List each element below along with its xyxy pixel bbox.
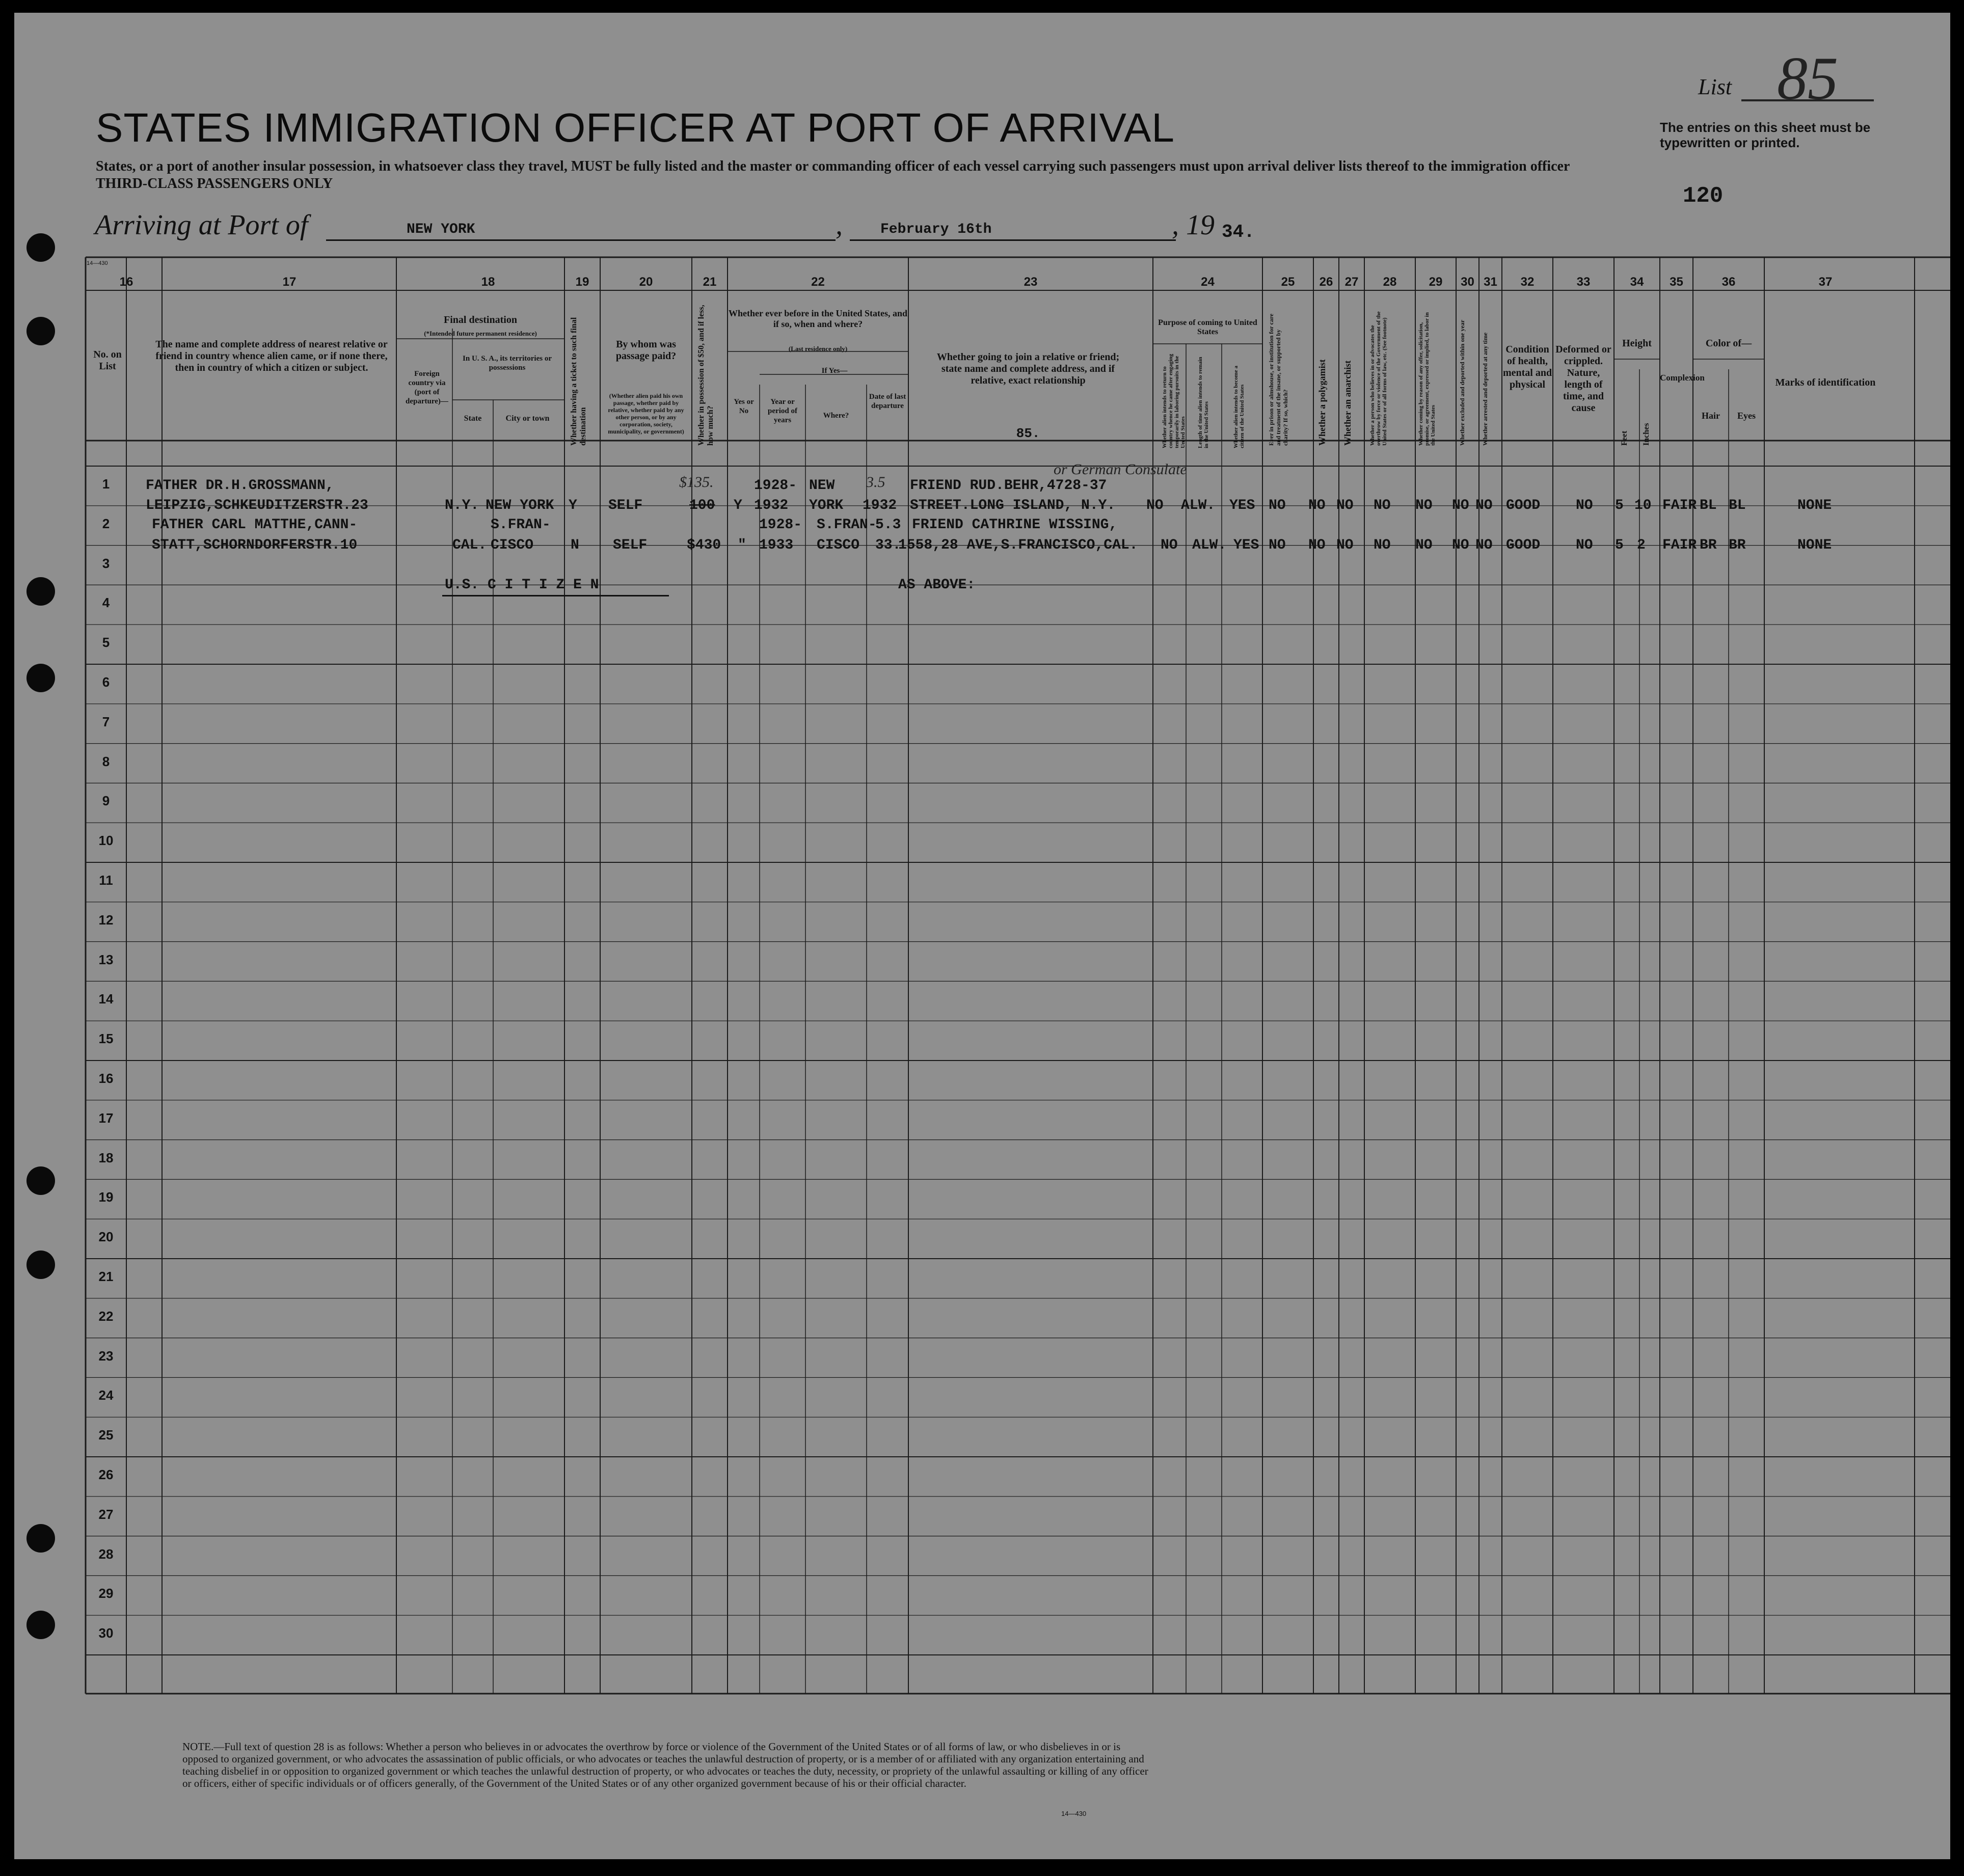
row-number: 22 <box>98 1308 114 1324</box>
row1-join-note: or German Consulate <box>1054 461 1187 478</box>
header-feet: Feet <box>1620 430 1629 446</box>
binder-hole <box>26 1524 55 1553</box>
header-no-on-list: No. on List <box>93 349 122 372</box>
row1-deformed: NO <box>1576 498 1593 513</box>
header-where: Where? <box>823 412 849 420</box>
row1-years-line2: 1932 <box>754 498 789 513</box>
header-if-yes: If Yes— <box>821 367 848 375</box>
colnum-26: 26 <box>1319 275 1333 289</box>
row2-anarchist: NO <box>1336 537 1354 553</box>
colnum-32: 32 <box>1520 275 1535 289</box>
row2-return: NO <box>1161 537 1178 553</box>
row-number: 19 <box>98 1189 114 1205</box>
header-q30: Whether excluded and deported within one year <box>1459 319 1466 446</box>
header-join: Whether going to join a relative or friend; state name and complete address, and if relative, exact relationship <box>936 351 1120 386</box>
row2-deformed: NO <box>1576 537 1593 553</box>
port-underline <box>326 239 836 241</box>
colnum-36: 36 <box>1721 275 1736 289</box>
row2-citizen: YES <box>1233 537 1259 553</box>
header-q31: Whether arrested and deported at any time <box>1482 332 1489 446</box>
header-city: City or town <box>505 414 550 423</box>
row-number: 6 <box>102 674 110 690</box>
row1-anarchist: NO <box>1336 498 1354 513</box>
row2-complexion: FAIR <box>1662 537 1697 553</box>
colnum-37: 37 <box>1818 275 1833 289</box>
colnum-28: 28 <box>1383 275 1397 289</box>
binder-hole <box>26 664 55 692</box>
row-number: 9 <box>102 793 110 809</box>
class-note: THIRD-CLASS PASSENGERS ONLY <box>96 176 333 192</box>
header-relative: The name and complete address of nearest relative or friend in country whence alien came, or if none there, then in country of which a citizen or subject. <box>155 339 388 373</box>
row1-join-line2: STREET.LONG ISLAND, N.Y. <box>910 498 1116 513</box>
row2-relative-line2: STATT,SCHORNDORFERSTR.10 <box>152 537 358 553</box>
row2-where-line2: CISCO <box>817 537 860 553</box>
row2-stay: ALW. <box>1192 537 1227 553</box>
header-hair: Hair <box>1702 411 1720 421</box>
header-purpose-return: Whether alien intends to return to country whence he came after engaging temporarily in laboring pursuits in the United States <box>1162 354 1186 448</box>
header-years: Year or period of years <box>768 398 797 424</box>
row1-relative-line1: FATHER DR.H.GROSSMANN, <box>146 478 334 494</box>
footnote: NOTE.—Full text of question 28 is as follows: Whether a person who believes in or advocates the overthrow by force or violence of the Government of the United States or of all forms of law, or who disbelieves in or is opposed to organized government, or who advocates the assassination of public officials, or who advocates or teaches the unlawful destruction of property, or is a member of or affiliated with any organization entertaining and teaching disbelief in or opposition to organized government or which teaches the unlawful destruction of property, or who advocates or teaches the duty, necessity, or propriety of the unlawful assaulting or killing of any officer or officers, either of specific individuals or of officers generally, of the Government of the United States or of any other organized government because of his or their official character. <box>182 1741 1148 1789</box>
row1-state: N.Y. <box>445 498 479 513</box>
row2-q29: NO <box>1415 537 1433 553</box>
list-label: List <box>1698 74 1732 99</box>
row-number: 1 <box>102 476 110 492</box>
row1-health: GOOD <box>1506 498 1541 513</box>
date-underline <box>850 239 1176 241</box>
binder-hole <box>26 577 55 606</box>
comma-2: , <box>1172 209 1179 241</box>
header-final-destination-sub: (*Intended future permanent residence) <box>424 330 537 337</box>
stamp-number: 120 <box>1683 183 1724 209</box>
row2-prison: NO <box>1269 537 1286 553</box>
colnum-34: 34 <box>1630 275 1644 289</box>
row1-where-line2: YORK <box>809 498 844 513</box>
header-q28: Whether a person who believes in or advocates the overthrow by force or violence of the Government of the United States or of all forms of law, etc. (See footnote) <box>1369 311 1388 446</box>
row2-where-line1: S.FRAN- <box>817 517 877 533</box>
row2-relative-line1: FATHER CARL MATTHE,CANN- <box>152 517 358 533</box>
row1-stay: ALW. <box>1181 498 1216 513</box>
row2-paid-by: SELF <box>613 537 648 553</box>
colnum-23: 23 <box>1024 275 1038 289</box>
row1-inches: 10 <box>1634 498 1652 513</box>
row-number: 23 <box>98 1348 114 1364</box>
comma-1: , <box>836 209 843 241</box>
row2-departure-line1: 5.3 <box>875 517 901 533</box>
row1-q29: NO <box>1415 498 1433 513</box>
row2-years-line1: 1928- <box>759 517 802 533</box>
binder-hole <box>26 233 55 262</box>
row2-q30: NO <box>1452 537 1469 553</box>
header-prison: Ever in prison or almshouse, or institution for care and treatment of the insane, or supported by charity? If so, which? <box>1268 313 1289 446</box>
row-number: 27 <box>98 1506 114 1522</box>
row2-before-us: " <box>738 537 746 553</box>
row1-relative-line2: LEIPZIG,SCHKEUDITZERSTR.23 <box>146 498 368 513</box>
header-usa: In U. S. A., its territories or possessions <box>463 355 552 372</box>
header-state: State <box>464 414 482 423</box>
row2-departure-line2: 33. <box>875 537 901 553</box>
row-number: 17 <box>98 1110 114 1126</box>
row3-destination-underline <box>442 595 669 596</box>
row2-polygamist: NO <box>1308 537 1326 553</box>
row1-q31: NO <box>1475 498 1493 513</box>
date-value: February 16th <box>880 222 992 237</box>
row2-hair: BR <box>1700 537 1717 553</box>
row1-departure-line2: 1932 <box>863 498 897 513</box>
row-number: 15 <box>98 1031 114 1047</box>
row-number: 12 <box>98 912 114 928</box>
colnum-25: 25 <box>1281 275 1295 289</box>
header-last-departure: Date of last departure <box>869 393 906 410</box>
colnum-30: 30 <box>1461 275 1474 289</box>
header-join-list-ref: 85. <box>1016 426 1040 441</box>
header-anarchist: Whether an anarchist <box>1342 360 1353 446</box>
row1-return: NO <box>1146 498 1164 513</box>
year-prefix: 19 <box>1186 209 1215 241</box>
row1-q30: NO <box>1452 498 1469 513</box>
form-grid <box>14 13 1950 1859</box>
header-final-destination: Final destination <box>444 314 517 325</box>
row2-join-line2: 1558,28 AVE,S.FRANCISCO,CAL. <box>898 537 1138 553</box>
row1-complexion: FAIR <box>1662 498 1697 513</box>
colnum-17: 17 <box>282 275 297 289</box>
row1-polygamist: NO <box>1308 498 1326 513</box>
row2-city-line2: CISCO <box>491 537 534 553</box>
row2-feet: 5 <box>1615 537 1624 553</box>
form-number-top: 14—430 <box>87 260 108 266</box>
row2-health: GOOD <box>1506 537 1541 553</box>
row-number: 21 <box>98 1269 114 1284</box>
header-purpose-length: Length of time alien intends to remain in the United States <box>1197 357 1209 448</box>
row-number: 8 <box>102 753 110 769</box>
row1-join-line1: FRIEND RUD.BEHR,4728-37 <box>910 478 1107 494</box>
row1-eyes: BL <box>1729 498 1746 513</box>
arriving-label: Arriving at Port of <box>95 209 308 241</box>
instructions-text: States, or a port of another insular possession, in whatsoever class they travel, MUST be fully listed and the master or commanding officer of each vessel carrying such passengers must upon arrival deliver lists thereof to the immigration officer <box>96 158 1570 174</box>
row-number: 14 <box>98 991 114 1007</box>
header-paid-by: By whom was passage paid? <box>615 339 677 362</box>
colnum-29: 29 <box>1429 275 1443 289</box>
header-purpose-citizen: Whether alien intends to become a citizen of the United States <box>1233 365 1245 448</box>
typewritten-note: The entries on this sheet must be typewritten or printed. <box>1660 120 1871 150</box>
row1-paid-by: SELF <box>608 498 643 513</box>
colnum-27: 27 <box>1344 275 1359 289</box>
row2-ticket: N <box>571 537 579 553</box>
instructions <box>96 158 1624 193</box>
row1-years-line1: 1928- <box>754 478 797 494</box>
row1-prison: NO <box>1269 498 1286 513</box>
row1-hair: BL <box>1700 498 1717 513</box>
header-paid-by-sub: (Whether alien paid his own passage, whether paid by relative, whether paid by any other person, or by any corporation, society, municipality, or government) <box>608 392 684 435</box>
page-title: STATES IMMIGRATION OFFICER AT PORT OF ARRIVAL <box>96 105 1175 150</box>
binder-hole <box>26 1166 55 1195</box>
row2-q28: NO <box>1374 537 1391 553</box>
header-inches: Inches <box>1642 423 1651 446</box>
header-health: Condition of health, mental and physical <box>1502 344 1552 390</box>
binder-hole <box>26 1250 55 1279</box>
row1-marks: NONE <box>1797 498 1832 513</box>
row-number: 10 <box>98 833 114 849</box>
header-money: Whether in possession of $50, and if less, how much? <box>697 305 715 446</box>
row1-feet: 5 <box>1615 498 1624 513</box>
row2-inches: 2 <box>1637 537 1646 553</box>
row2-state: CAL. <box>452 537 487 553</box>
header-purpose: Purpose of coming to United States <box>1158 318 1257 336</box>
header-before-us: Whether ever before in the United States, and if so, when and where? <box>729 308 907 329</box>
row-number: 30 <box>98 1625 114 1641</box>
year-suffix: 34. <box>1222 222 1255 242</box>
row2-marks: NONE <box>1797 537 1832 553</box>
row1-city: NEW YORK <box>486 498 554 513</box>
binder-hole <box>26 317 55 345</box>
header-polygamist: Whether a polygamist <box>1317 359 1327 446</box>
row-number: 3 <box>102 555 110 571</box>
header-foreign-country: Foreign country via (port of departure)— <box>406 370 448 405</box>
header-before-us-sub: (Last residence only) <box>788 345 848 352</box>
row-number: 13 <box>98 951 114 967</box>
manifest-sheet <box>14 13 1950 1859</box>
row-number: 28 <box>98 1546 114 1562</box>
colnum-22: 22 <box>811 275 825 289</box>
header-height: Height <box>1622 338 1652 349</box>
row-number: 26 <box>98 1467 114 1482</box>
row-number: 16 <box>98 1071 114 1086</box>
row-number: 25 <box>98 1427 114 1443</box>
port-value: NEW YORK <box>407 222 475 237</box>
row2-money: $430 <box>687 537 721 553</box>
header-eyes: Eyes <box>1737 411 1756 421</box>
colnum-16: 16 <box>119 275 133 289</box>
colnum-31: 31 <box>1484 275 1497 289</box>
header-deformed: Deformed or crippled. Nature, length of time, and cause <box>1555 344 1611 414</box>
row1-money-line2: 100 <box>689 498 715 513</box>
row3-destination-note: U.S. C I T I Z E N <box>445 577 599 593</box>
colnum-18: 18 <box>481 275 495 289</box>
row-number: 4 <box>102 595 110 611</box>
row1-departure-line1: 3.5 <box>866 474 885 491</box>
list-number: 85 <box>1777 44 1838 112</box>
row2-join-line1: FRIEND CATHRINE WISSING, <box>912 517 1118 533</box>
row-number: 2 <box>102 515 110 531</box>
colnum-19: 19 <box>575 275 589 289</box>
row1-q28: NO <box>1374 498 1391 513</box>
colnum-24: 24 <box>1201 275 1215 289</box>
row1-money-line1: $135. <box>679 474 714 491</box>
row-number: 29 <box>98 1586 114 1601</box>
header-q29: Whether coming by reason of any offer, solicitation, promise, or agreement, expressed or implied, to labor in the United States <box>1418 312 1436 446</box>
row1-before-us: Y <box>734 498 742 513</box>
colnum-20: 20 <box>639 275 653 289</box>
row2-years-line2: 1933 <box>759 537 794 553</box>
header-color-of: Color of— <box>1705 338 1752 349</box>
colnum-33: 33 <box>1576 275 1591 289</box>
header-complexion: Complexion <box>1660 373 1705 383</box>
row-number: 7 <box>102 714 110 729</box>
row-number: 20 <box>98 1229 114 1245</box>
row1-ticket: Y <box>569 498 577 513</box>
row-number: 11 <box>99 873 113 888</box>
row-number: 5 <box>102 635 110 650</box>
row2-eyes: BR <box>1729 537 1746 553</box>
row2-city-line1: S.FRAN- <box>491 517 551 533</box>
row1-citizen: YES <box>1229 498 1255 513</box>
colnum-21: 21 <box>703 275 717 289</box>
form-number: 14—430 <box>1061 1810 1087 1817</box>
header-yes-no: Yes or No <box>734 398 754 415</box>
row1-where-line1: NEW <box>809 478 835 494</box>
header-ticket: Whether having a ticket to such final destination <box>570 317 587 446</box>
colnum-35: 35 <box>1670 275 1683 289</box>
binder-hole <box>26 1611 55 1639</box>
row-number: 18 <box>98 1150 114 1165</box>
row3-join-note: AS ABOVE: <box>898 577 976 593</box>
header-marks: Marks of identification <box>1775 377 1876 388</box>
row-number: 24 <box>98 1388 114 1403</box>
row2-q31: NO <box>1475 537 1493 553</box>
